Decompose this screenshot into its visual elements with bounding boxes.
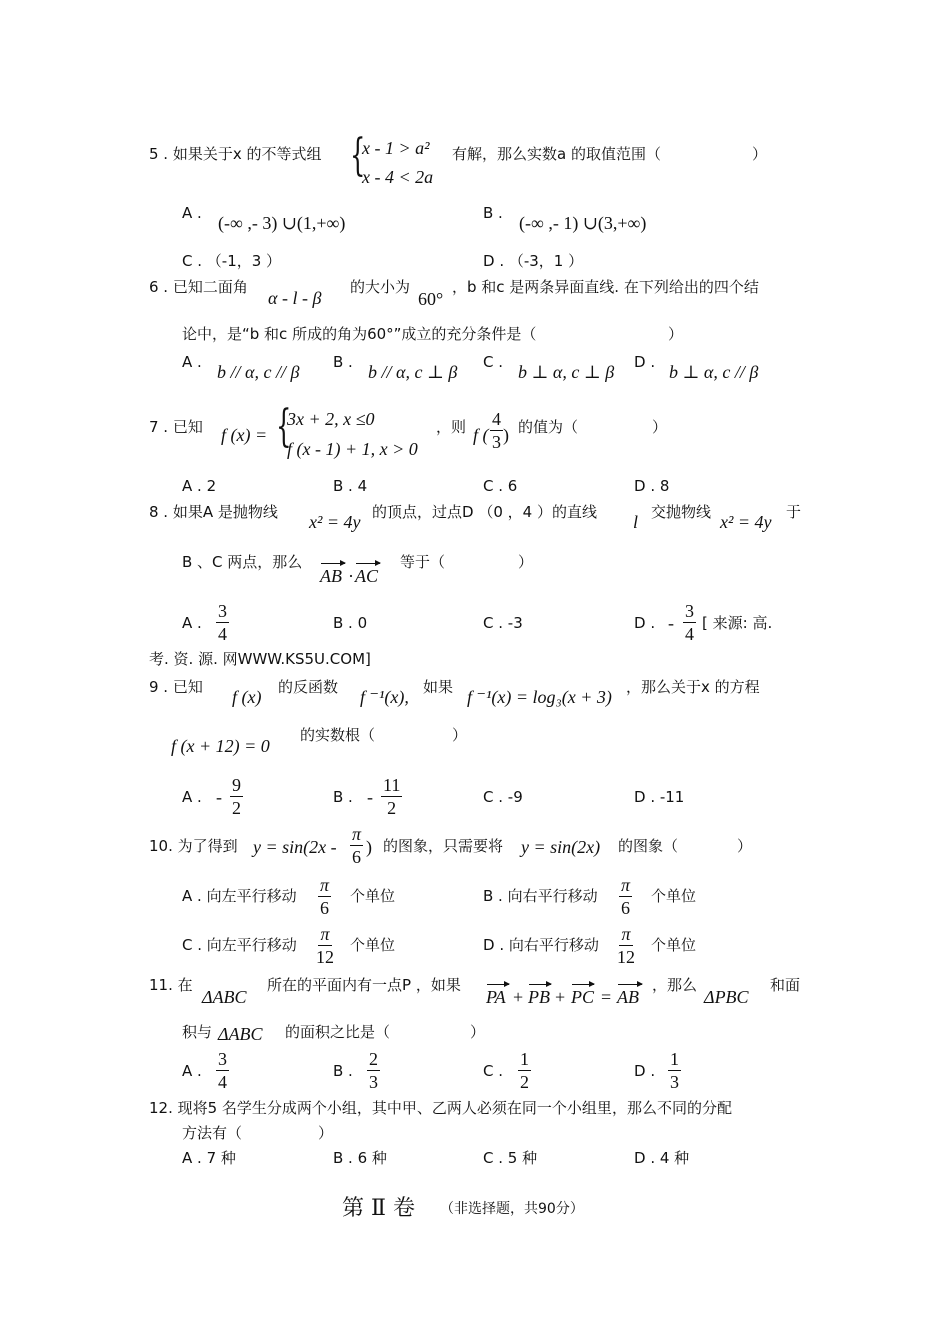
q11-option-d-label: D . — [634, 1062, 656, 1080]
q8-option-d-label: D . — [634, 614, 656, 632]
q7-option-a: A . 2 — [182, 477, 217, 495]
q9-option-a-label: A . — [182, 788, 202, 806]
q6-stem-line2: 论中，是“b 和c 所成的角为60°”成立的充分条件是（ — [182, 325, 537, 343]
q7-fraction: $\frac{4}{3}$ — [492, 409, 501, 452]
q8-stem-cont2: 交抛物线 — [651, 503, 712, 521]
q8-option-b: B . 0 — [333, 614, 368, 632]
q7-option-c: C . 6 — [483, 477, 518, 495]
q11-stem-line2-cont: 的面积之比是（ — [285, 1023, 391, 1041]
q10-option-d-unit: 个单位 — [651, 936, 697, 954]
q10-option-c: C . 向左平行移动 — [182, 936, 297, 954]
system-brace: { — [350, 130, 366, 181]
q6-option-c: b ⊥ α, c ⊥ β — [518, 362, 615, 382]
q6-option-a: b // α, c // β — [217, 362, 300, 382]
q11-stem-cont: 所在的平面内有一点P ，如果 — [267, 976, 461, 994]
q5-option-a-label: A . — [182, 204, 202, 222]
q11-option-a-fraction: $\frac{3}{4}$ — [218, 1049, 227, 1092]
q12-option-c: C . 5 种 — [483, 1149, 538, 1167]
q6-degree: 60° — [418, 289, 444, 309]
q11-option-a-label: A . — [182, 1062, 202, 1080]
q6-option-c-label: C . — [483, 353, 504, 371]
q9-fx: f (x) — [232, 687, 262, 707]
piecewise-brace: { — [276, 401, 292, 452]
q6-option-a-label: A . — [182, 353, 202, 371]
q7-stem-cont2: 的值为（ — [518, 418, 579, 436]
q5-inequality-1: x - 1 > a² — [362, 138, 430, 158]
q7-f-arg: f ( — [473, 425, 489, 445]
q11-close-paren: ） — [470, 1023, 486, 1041]
q9-stem-cont3: ，那么关于x 的方程 — [626, 678, 760, 696]
q10-close-bracket: ) — [366, 837, 372, 857]
q8-dot: · — [348, 566, 354, 586]
q7-case-1: 3x + 2, x ≤0 — [287, 409, 375, 429]
q10-function-1: y = sin(2x - — [253, 837, 337, 857]
q11-equals: = — [601, 987, 612, 1007]
q11-plus: + — [555, 987, 566, 1007]
q11-plus: + — [513, 987, 524, 1007]
q8-stem: 8 . 如果A 是抛物线 — [149, 503, 278, 521]
q9-stem-cont: 的反函数 — [278, 678, 339, 696]
q9-close-paren: ） — [452, 726, 468, 744]
q7-stem: 7 . 已知 — [149, 418, 203, 436]
vector-arrow — [618, 984, 642, 985]
q12-option-b: B . 6 种 — [333, 1149, 387, 1167]
q5-option-c: C . （-1，3 ） — [182, 252, 282, 270]
q7-option-b: B . 4 — [333, 477, 368, 495]
q5-option-a: (-∞ ,- 3) ∪(1,+∞) — [218, 213, 346, 233]
q11-stem: 11. 在 — [149, 976, 193, 994]
q8-vector-ac: AC — [355, 566, 379, 586]
q6-stem-cont: 的大小为 — [350, 278, 411, 296]
q12-option-d: D . 4 种 — [634, 1149, 690, 1167]
q8-vector-ab: AB — [320, 566, 342, 586]
q11-option-b-fraction: $\frac{2}{3}$ — [369, 1049, 378, 1092]
q9-option-a-fraction: $\frac{9}{2}$ — [232, 775, 241, 818]
q10-option-d: D . 向右平行移动 — [483, 936, 599, 954]
q12-option-a: A . 7 种 — [182, 1149, 236, 1167]
q6-option-b-label: B . — [333, 353, 353, 371]
q9-option-a-sign: - — [216, 787, 222, 807]
vector-arrow — [529, 984, 551, 985]
q7-case-2: f (x - 1) + 1, x > 0 — [287, 439, 418, 459]
q11-vector-ab: AB — [617, 987, 639, 1007]
q8-stem-line2: B 、C 两点，那么 — [182, 553, 303, 571]
q6-dihedral-angle: α - l - β — [268, 288, 322, 308]
q7-fx: f (x) = — [221, 425, 268, 445]
q5-option-b-label: B . — [483, 204, 503, 222]
q10-option-d-fraction: $\frac{\pi}{12}$ — [617, 924, 635, 967]
q11-stem-line2: 积与 — [182, 1023, 213, 1041]
q8-option-a-fraction: $\frac{3}{4}$ — [218, 601, 227, 644]
q6-option-d-label: D . — [634, 353, 656, 371]
q11-vector-pc: PC — [571, 987, 595, 1007]
section-title: 第 Ⅱ 卷 — [342, 1196, 415, 1221]
q5-close-paren: ） — [752, 145, 768, 163]
q8-option-d-fraction: $\frac{3}{4}$ — [685, 601, 694, 644]
q11-stem-cont2: ，那么 — [652, 976, 698, 994]
q8-option-d-sign: - — [668, 613, 674, 633]
q8-option-c: C . -3 — [483, 614, 523, 632]
q5-stem: 5 . 如果关于x 的不等式组 — [149, 145, 322, 163]
q8-option-a-label: A . — [182, 614, 202, 632]
q12-close-paren: ） — [318, 1124, 334, 1142]
q7-stem-cont: ，则 — [436, 418, 467, 436]
q12-stem-line2: 方法有（ — [182, 1124, 243, 1142]
q7-close-paren: ） — [652, 418, 668, 436]
vector-arrow — [356, 563, 380, 564]
q7-f-close: ) — [503, 425, 509, 445]
vector-arrow — [321, 563, 345, 564]
q9-option-d: D . -11 — [634, 788, 685, 806]
section-note: （非选择题，共90分） — [440, 1201, 584, 1217]
q10-close-paren: ） — [737, 837, 753, 855]
q10-option-b: B . 向右平行移动 — [483, 887, 598, 905]
q9-equation-2: f (x + 12) = 0 — [171, 736, 270, 756]
q8-stem-line2-cont: 等于（ — [400, 553, 446, 571]
q11-triangle-pbc: ΔPBC — [704, 987, 749, 1007]
q10-option-a-unit: 个单位 — [350, 887, 396, 905]
q6-stem: 6 . 已知二面角 — [149, 278, 248, 296]
q11-option-d-fraction: $\frac{1}{3}$ — [670, 1049, 679, 1092]
q11-triangle-abc: ΔABC — [202, 987, 247, 1007]
q8-parabola-2: x² = 4y — [720, 512, 772, 532]
q9-inverse: f ⁻¹(x), — [360, 687, 409, 707]
q10-option-c-unit: 个单位 — [350, 936, 396, 954]
q8-close-paren: ） — [518, 553, 534, 571]
q9-stem: 9 . 已知 — [149, 678, 203, 696]
q11-option-c-label: C . — [483, 1062, 504, 1080]
q9-stem-cont2: 如果 — [423, 678, 454, 696]
q11-triangle-abc-2: ΔABC — [218, 1024, 263, 1044]
q8-line-l: l — [633, 512, 639, 532]
q10-option-c-fraction: $\frac{\pi}{12}$ — [316, 924, 334, 967]
q9-option-b-label: B . — [333, 788, 353, 806]
source-note-cont: 考. 资. 源. 网WWW.KS5U.COM] — [149, 650, 371, 668]
q6-option-b: b // α, c ⊥ β — [368, 362, 458, 382]
q6-stem-cont2: ，b 和c 是两条异面直线. 在下列给出的四个结 — [452, 278, 759, 296]
q11-stem-cont3: 和面 — [770, 976, 801, 994]
q5-option-d: D . （-3，1 ） — [483, 252, 584, 270]
q9-stem-line2: 的实数根（ — [300, 726, 376, 744]
q5-stem-cont: 有解，那么实数a 的取值范围（ — [452, 145, 661, 163]
q8-stem-cont: 的顶点，过点D （0 ，4 ）的直线 — [372, 503, 597, 521]
q9-option-b-fraction: $\frac{11}{2}$ — [383, 775, 401, 818]
q10-option-b-unit: 个单位 — [651, 887, 697, 905]
q8-stem-cont3: 于 — [786, 503, 802, 521]
q9-option-b-sign: - — [367, 787, 373, 807]
vector-arrow — [572, 984, 594, 985]
q11-vector-pb: PB — [528, 987, 550, 1007]
q11-vector-pa: PA — [486, 987, 506, 1007]
q9-option-c: C . -9 — [483, 788, 523, 806]
q5-option-b: (-∞ ,- 1) ∪(3,+∞) — [519, 213, 647, 233]
q10-stem-cont2: 的图象（ — [618, 837, 679, 855]
q8-parabola: x² = 4y — [309, 512, 361, 532]
source-note: [ 来源: 高. — [702, 614, 773, 632]
q10-option-a-fraction: $\frac{\pi}{6}$ — [320, 875, 330, 918]
q10-pi-over-six: $\frac{\pi}{6}$ — [352, 824, 362, 867]
q10-option-a: A . 向左平行移动 — [182, 887, 297, 905]
q10-option-b-fraction: $\frac{\pi}{6}$ — [621, 875, 631, 918]
vector-arrow — [487, 984, 509, 985]
q11-option-c-fraction: $\frac{1}{2}$ — [520, 1049, 529, 1092]
q10-function-2: y = sin(2x) — [521, 837, 601, 857]
q12-stem: 12. 现将5 名学生分成两个小组，其中甲、乙两人必须在同一个小组里，那么不同的分配 — [149, 1099, 732, 1117]
q10-stem-cont: 的图象，只需要将 — [383, 837, 504, 855]
q5-inequality-2: x - 4 < 2a — [362, 167, 434, 187]
q9-equation: f ⁻¹(x) = log₃(x + 3) — [467, 687, 612, 707]
q6-option-d: b ⊥ α, c // β — [669, 362, 759, 382]
q6-close-paren: ） — [668, 325, 684, 343]
q11-option-b-label: B . — [333, 1062, 353, 1080]
q7-option-d: D . 8 — [634, 477, 670, 495]
q10-stem: 10. 为了得到 — [149, 837, 238, 855]
